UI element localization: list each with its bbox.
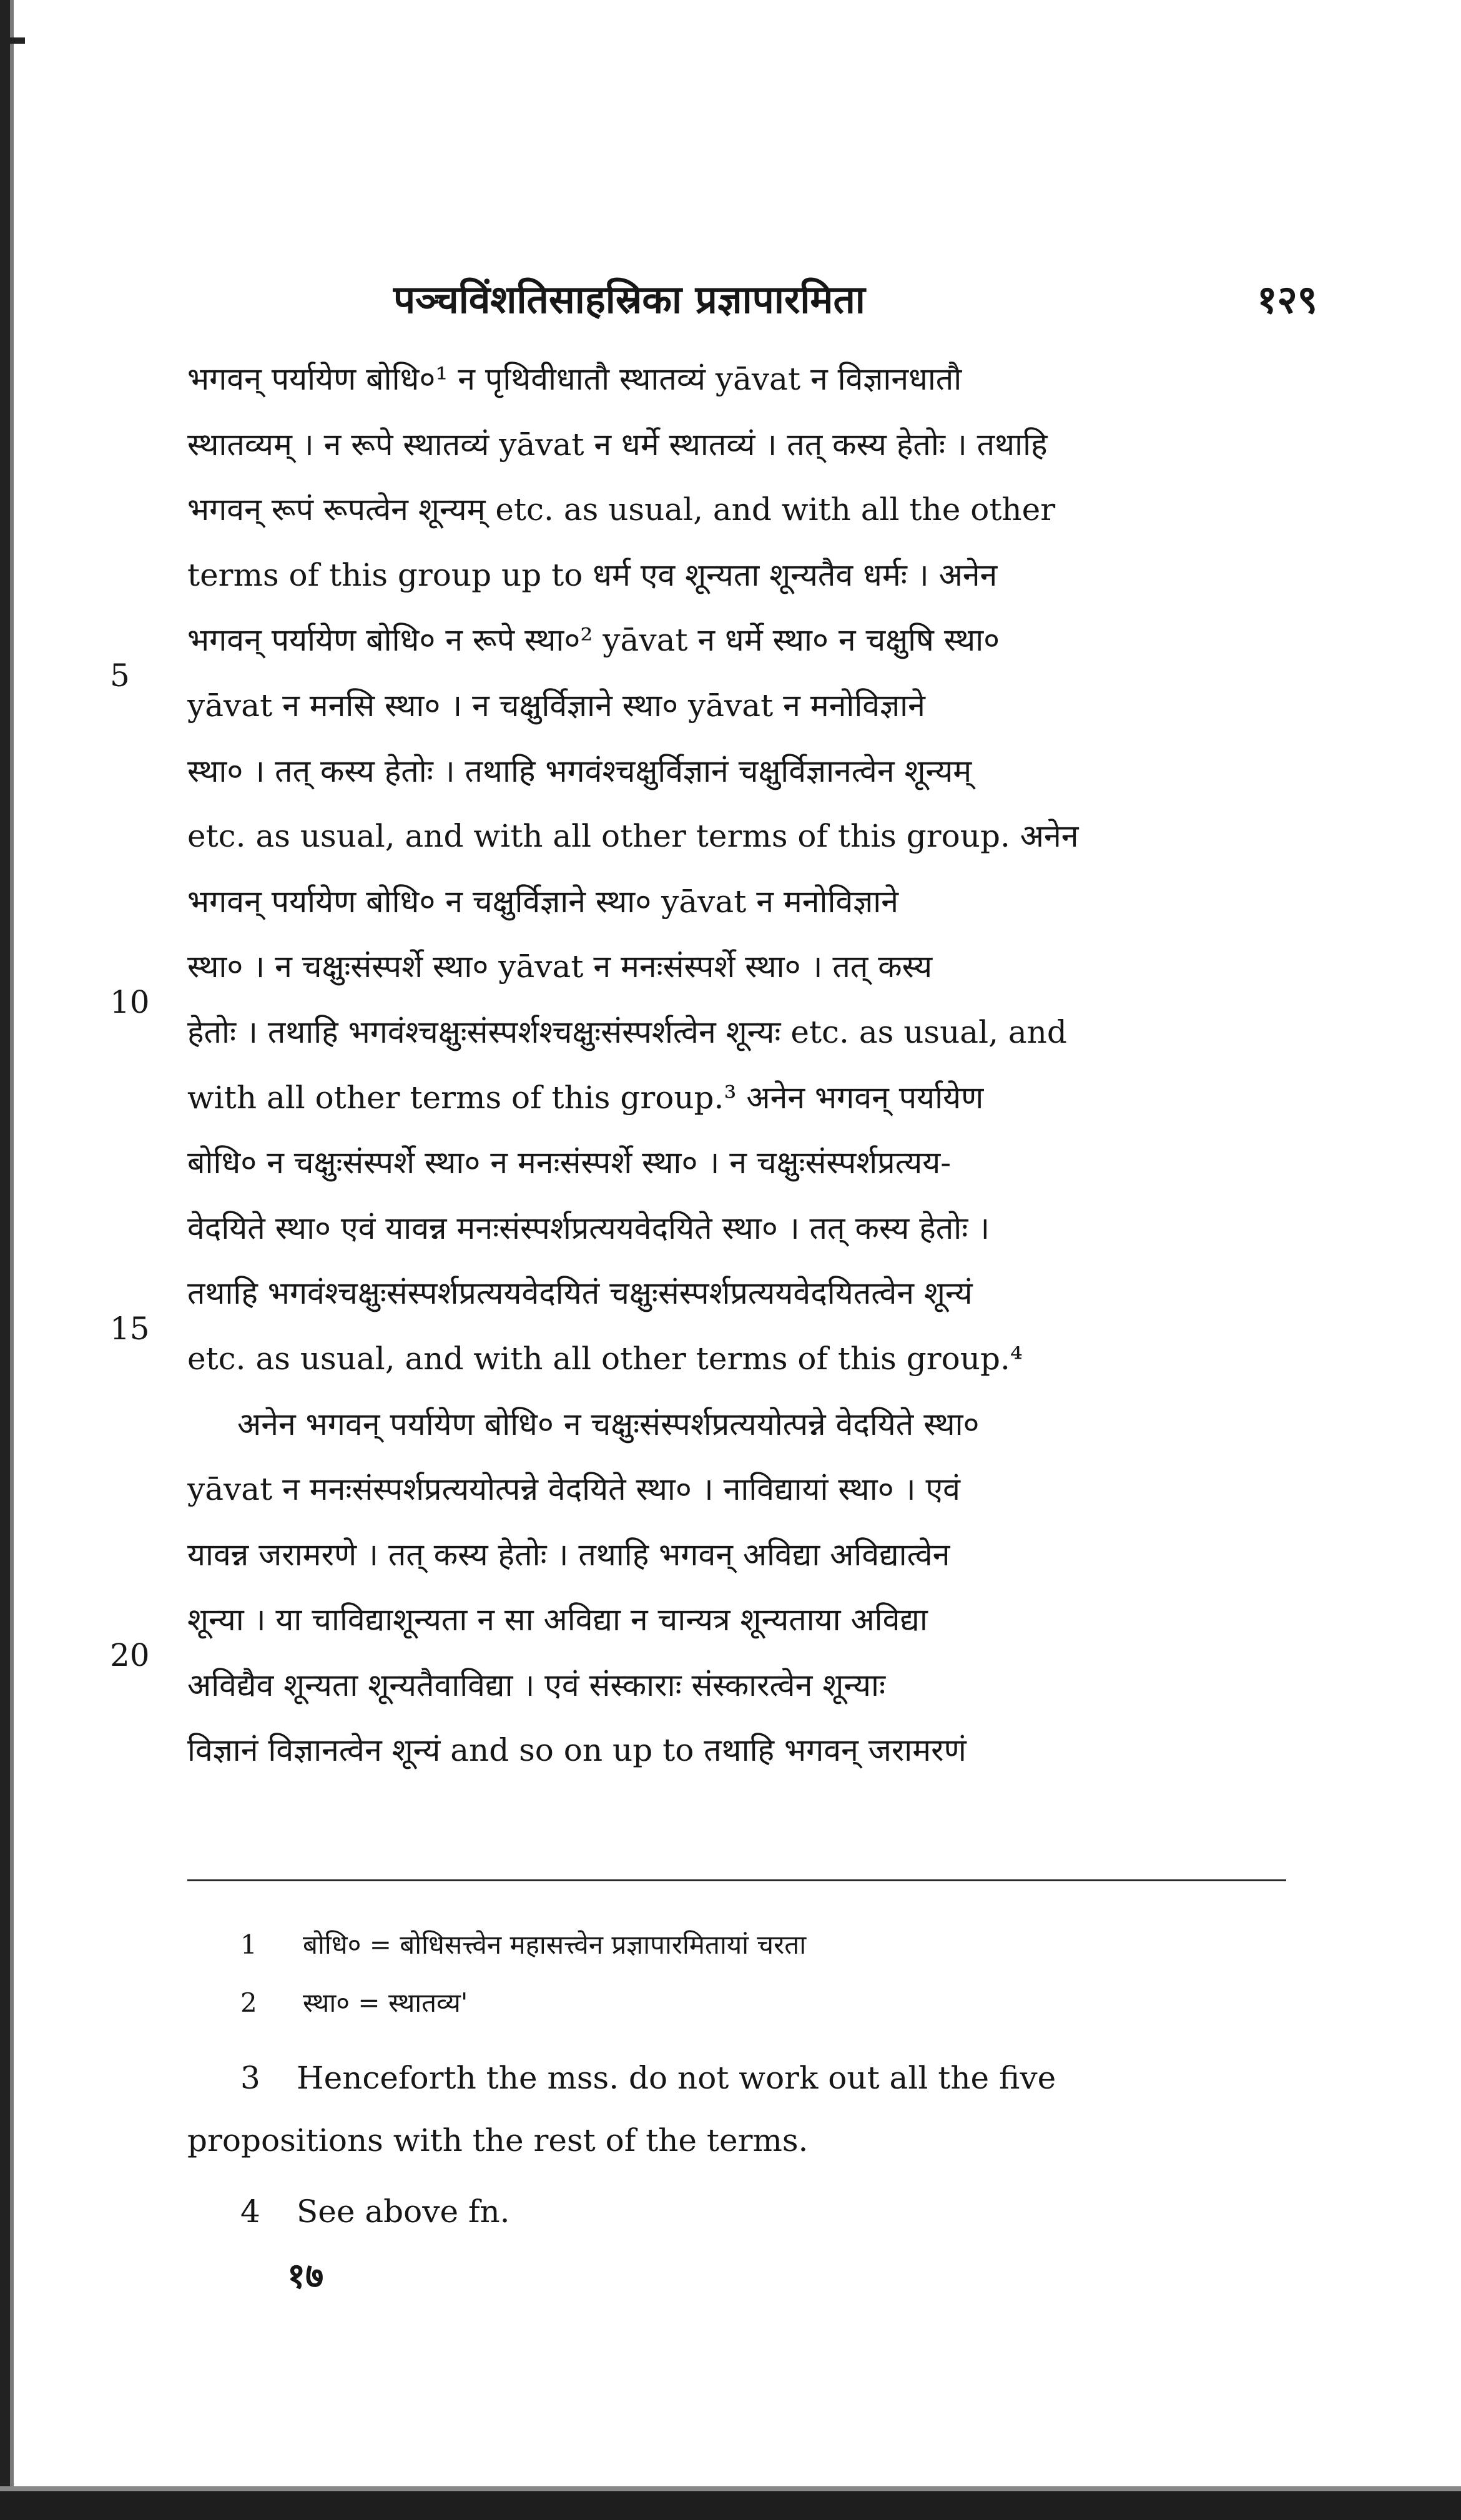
footnote-3 [187, 2047, 1286, 2172]
text-line: with all other terms of this group.³ अनेन भगवन् पर्यायेण [187, 1079, 984, 1116]
text-line: वेदयिते स्था० एवं यावन्न मनःसंस्पर्शप्रत्ययवेदयिते स्था० । तत् कस्य हेतोः । [187, 1209, 990, 1246]
page-header [156, 263, 1317, 332]
text-line-paragraph-start: अनेन भगवन् पर्यायेण बोधि० न चक्षुःसंस्पर्शप्रत्ययोत्पन्ने वेदयिते स्था० [237, 1405, 980, 1442]
text-line: terms of this group up to धर्म एव शून्यता शून्यतैव धर्मः । अनेन [187, 556, 998, 593]
text-line: स्था० । न चक्षुःसंस्पर्शे स्था० yāvat न मनःसंस्पर्शे स्था० । तत् कस्य [187, 948, 933, 985]
page-bottom-edge-shade [0, 2486, 1461, 2491]
line-number-20: 20 [110, 1637, 150, 1673]
text-line: etc. as usual, and with all other terms of this group. अनेन [187, 818, 1079, 855]
page-left-edge-shade [10, 0, 14, 2520]
footnote-separator-rule [187, 1879, 1286, 1881]
footnote-marker: 2 [240, 1987, 257, 2018]
footnote-2 [240, 1984, 468, 2020]
text-line: भगवन् पर्यायेण बोधि०¹ न पृथिवीधातौ स्थातव्यं yāvat न विज्ञानधातौ [187, 361, 962, 397]
footnote-marker: 3 [240, 2060, 260, 2096]
footnote-1 [240, 1926, 806, 1962]
running-title: पञ्चविंशतिसाहस्रिका प्रज्ञापारमिता [393, 277, 865, 322]
text-line: यावन्न जरामरणे । तत् कस्य हेतोः । तथाहि भगवन् अविद्या अविद्यात्वेन [187, 1536, 950, 1573]
text-line: शून्या । या चाविद्याशून्यता न सा अविद्या न चान्यत्र शून्यताया अविद्या [187, 1602, 928, 1638]
footnote-text: स्था० = स्थातव्य' [303, 1987, 468, 2018]
page-left-edge-shadow [0, 0, 10, 2520]
footnote-text-line1: Henceforth the mss. do not work out all the five [297, 2060, 1056, 2096]
footnote-marker: 4 [240, 2193, 260, 2230]
text-line: स्थातव्यम् । न रूपे स्थातव्यं yāvat न धर्मे स्थातव्यं । तत् कस्य हेतोः । तथाहि [187, 426, 1048, 463]
text-line: विज्ञानं विज्ञानत्वेन शून्यं and so on up to तथाहि भगवन् जरामरणं [187, 1732, 967, 1769]
line-number-10: 10 [110, 983, 150, 1020]
text-line: भगवन् पर्यायेण बोधि० न रूपे स्था०² yāvat न धर्मे स्था० न चक्षुषि स्था० [187, 622, 1000, 659]
line-number-15: 15 [110, 1310, 150, 1347]
text-line: तथाहि भगवंश्चक्षुःसंस्पर्शप्रत्ययवेदयितं चक्षुःसंस्पर्शप्रत्ययवेदयितत्वेन शून्यं [187, 1275, 973, 1312]
footnote-marker: 1 [240, 1929, 257, 1960]
page-bottom-edge-shadow [0, 2491, 1461, 2520]
page-number: १२९ [1257, 277, 1317, 322]
text-line: बोधि० न चक्षुःसंस्पर्शे स्था० न मनःसंस्पर्शे स्था० । न चक्षुःसंस्पर्शप्रत्यय- [187, 1144, 952, 1181]
text-line: अविद्यैव शून्यता शून्यतैवाविद्या । एवं संस्काराः संस्कारत्वेन शून्याः [187, 1666, 886, 1703]
signature-mark: १७ [287, 2255, 324, 2296]
line-number-5: 5 [110, 657, 130, 694]
footnote-text-line2: propositions with the rest of the terms. [187, 2122, 809, 2158]
text-line: हेतोः । तथाहि भगवंश्चक्षुःसंस्पर्शश्चक्षुःसंस्पर्शत्वेन शून्यः etc. as usual, and [187, 1013, 1067, 1050]
main-text-block [187, 347, 1286, 1783]
text-line: भगवन् रूपं रूपत्वेन शून्यम् etc. as usual, and with all the other [187, 491, 1056, 528]
footnote-text: See above fn. [297, 2193, 510, 2230]
text-line: भगवन् पर्यायेण बोधि० न चक्षुर्विज्ञाने स्था० yāvat न मनोविज्ञाने [187, 883, 898, 920]
footnote-text: बोधि० = बोधिसत्त्वेन महासत्त्वेन प्रज्ञापारमितायां चरता [303, 1929, 807, 1960]
text-line: etc. as usual, and with all other terms of this group.⁴ [187, 1340, 1023, 1377]
text-line: स्था० । तत् कस्य हेतोः । तथाहि भगवंश्चक्षुर्विज्ञानं चक्षुर्विज्ञानत्वेन शून्यम् [187, 752, 972, 789]
text-line: yāvat न मनःसंस्पर्शप्रत्ययोत्पन्ने वेदयिते स्था० । नाविद्यायां स्था० । एवं [187, 1471, 960, 1508]
text-line: yāvat न मनसि स्था० । न चक्षुर्विज्ञाने स्था० yāvat न मनोविज्ञाने [187, 687, 925, 724]
page-corner-mark [0, 37, 25, 44]
footnote-4 [187, 2180, 1286, 2243]
